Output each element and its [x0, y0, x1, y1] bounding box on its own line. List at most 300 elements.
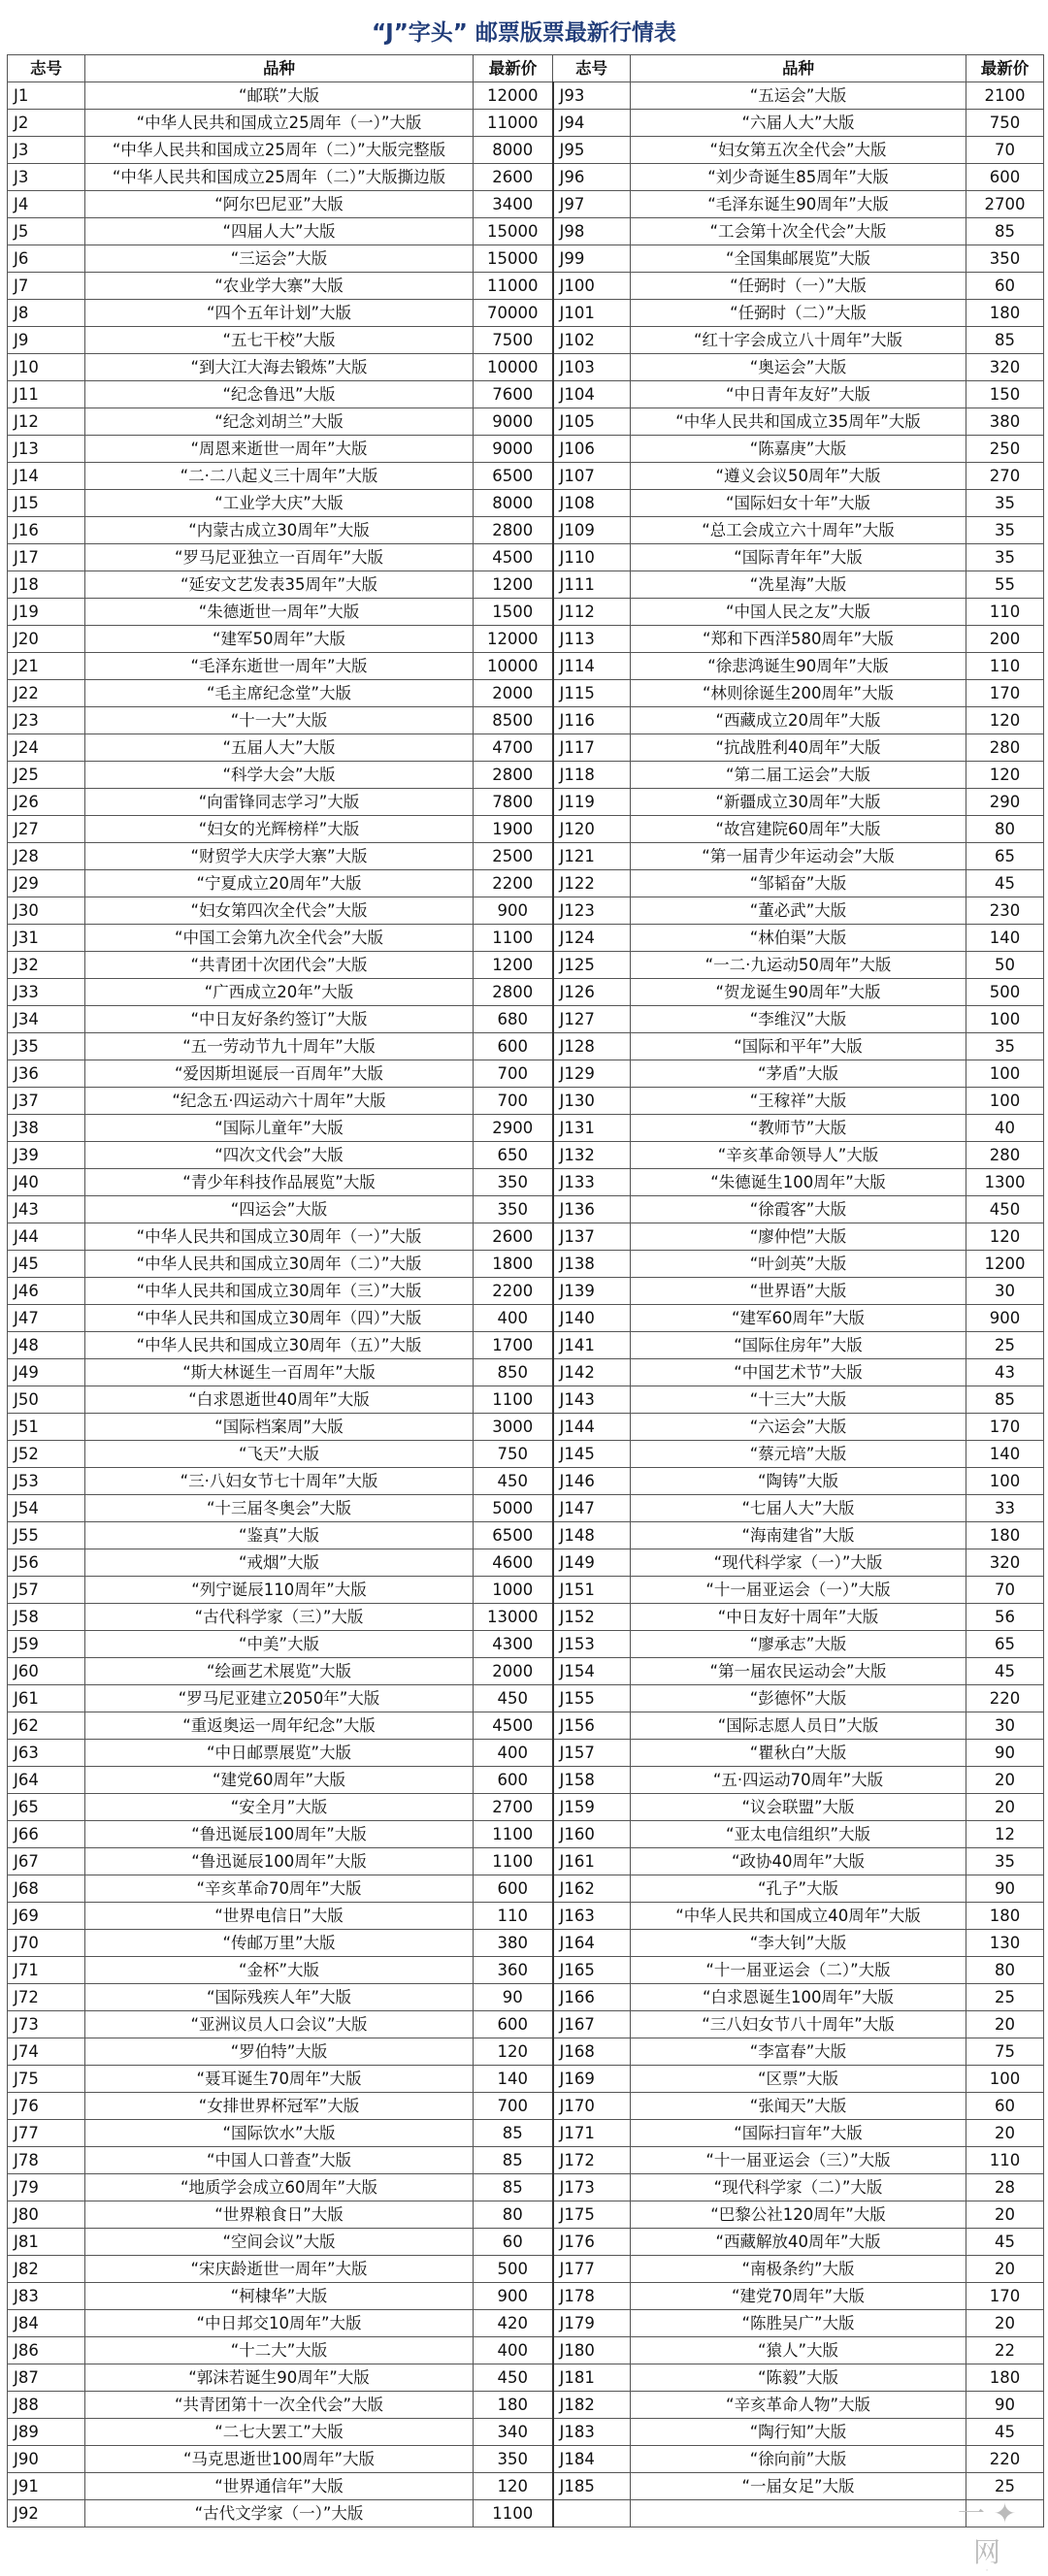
price-cell-left: 2800	[474, 517, 553, 544]
price-cell-right: 290	[966, 789, 1044, 816]
code-cell-left: J28	[8, 843, 85, 870]
name-cell-left: “五一劳动节九十周年”大版	[85, 1033, 474, 1060]
name-cell-right: “郑和下西洋580周年”大版	[631, 626, 966, 653]
code-cell-right: J114	[553, 653, 631, 680]
code-cell-left: J50	[8, 1386, 85, 1414]
price-cell-left: 450	[474, 1468, 553, 1495]
price-cell-right: 250	[966, 436, 1044, 463]
price-cell-right: 25	[966, 2473, 1044, 2500]
name-cell-left: “柯棣华”大版	[85, 2283, 474, 2310]
code-cell-right: J112	[553, 599, 631, 626]
table-row	[8, 1196, 1044, 1223]
name-cell-right: “第二届工运会”大版	[631, 762, 966, 789]
table-row	[8, 1685, 1044, 1712]
price-cell-left: 420	[474, 2310, 553, 2337]
code-cell-left: J45	[8, 1251, 85, 1278]
code-cell-left: J56	[8, 1549, 85, 1577]
code-cell-left: J52	[8, 1441, 85, 1468]
name-cell-right: “新疆成立30周年”大版	[631, 789, 966, 816]
code-cell-right: J183	[553, 2419, 631, 2446]
code-cell-right: J179	[553, 2310, 631, 2337]
price-cell-left: 400	[474, 1740, 553, 1767]
name-cell-right: “林伯渠”大版	[631, 925, 966, 952]
name-cell-right: “西藏成立20周年”大版	[631, 707, 966, 734]
table-row	[8, 463, 1044, 490]
code-cell-right: J108	[553, 490, 631, 517]
table-row	[8, 1984, 1044, 2011]
price-table-container	[7, 54, 1043, 2527]
name-cell-left: “空间会议”大版	[85, 2229, 474, 2256]
code-cell-left: J90	[8, 2446, 85, 2473]
name-cell-left: “毛泽东逝世一周年”大版	[85, 653, 474, 680]
name-cell-left: “中国工会第九次全代会”大版	[85, 925, 474, 952]
code-cell-left: J64	[8, 1767, 85, 1794]
code-cell-right: J163	[553, 1903, 631, 1930]
name-cell-right: “教师节”大版	[631, 1115, 966, 1142]
code-cell-right: J161	[553, 1848, 631, 1875]
price-cell-right: 2100	[966, 82, 1044, 110]
name-cell-right: “总工会成立六十周年”大版	[631, 517, 966, 544]
price-cell-right: 100	[966, 1060, 1044, 1088]
table-row	[8, 2011, 1044, 2038]
price-cell-right: 45	[966, 2229, 1044, 2256]
price-cell-left: 10000	[474, 354, 553, 381]
price-cell-left: 1900	[474, 816, 553, 843]
price-cell-left: 140	[474, 2066, 553, 2093]
code-cell-left: J65	[8, 1794, 85, 1821]
table-row	[8, 1115, 1044, 1142]
code-cell-left: J47	[8, 1305, 85, 1332]
price-cell-right: 220	[966, 2446, 1044, 2473]
price-cell-right: 80	[966, 1957, 1044, 1984]
code-cell-right: J103	[553, 354, 631, 381]
price-cell-right: 450	[966, 1196, 1044, 1223]
price-cell-left: 4500	[474, 544, 553, 571]
code-cell-right: J105	[553, 408, 631, 436]
name-cell-right	[631, 2500, 966, 2527]
name-cell-right: “孔子”大版	[631, 1875, 966, 1903]
code-cell-left: J15	[8, 490, 85, 517]
price-cell-left: 350	[474, 2446, 553, 2473]
table-row	[8, 2147, 1044, 2174]
code-cell-right: J156	[553, 1712, 631, 1740]
code-cell-right: J131	[553, 1115, 631, 1142]
code-cell-right: J126	[553, 979, 631, 1006]
price-cell-left: 1100	[474, 1386, 553, 1414]
price-cell-left: 340	[474, 2419, 553, 2446]
code-cell-left: J44	[8, 1223, 85, 1251]
table-row	[8, 1468, 1044, 1495]
price-cell-right: 50	[966, 952, 1044, 979]
code-cell-left: J80	[8, 2201, 85, 2229]
name-cell-right: “陶行知”大版	[631, 2419, 966, 2446]
price-cell-right: 56	[966, 1604, 1044, 1631]
price-cell-right: 80	[966, 816, 1044, 843]
table-row	[8, 680, 1044, 707]
name-cell-left: “广西成立20年”大版	[85, 979, 474, 1006]
table-row	[8, 408, 1044, 436]
code-cell-right: J159	[553, 1794, 631, 1821]
code-cell-left: J8	[8, 300, 85, 327]
name-cell-left: “女排世界杯冠军”大版	[85, 2093, 474, 2120]
code-cell-right: J149	[553, 1549, 631, 1577]
table-body	[8, 82, 1044, 2527]
table-row	[8, 979, 1044, 1006]
code-cell-left: J9	[8, 327, 85, 354]
name-cell-left: “朱德逝世一周年”大版	[85, 599, 474, 626]
name-cell-right: “陈胜吴广”大版	[631, 2310, 966, 2337]
table-row	[8, 1658, 1044, 1685]
name-cell-left: “安全月”大版	[85, 1794, 474, 1821]
name-cell-left: “国际儿童年”大版	[85, 1115, 474, 1142]
table-row	[8, 2473, 1044, 2500]
price-cell-right: 90	[966, 2392, 1044, 2419]
code-cell-right: J102	[553, 327, 631, 354]
price-cell-left: 15000	[474, 245, 553, 273]
price-cell-right: 35	[966, 517, 1044, 544]
price-cell-right: 45	[966, 1658, 1044, 1685]
price-cell-right: 60	[966, 273, 1044, 300]
table-row	[8, 191, 1044, 218]
price-cell-right: 33	[966, 1495, 1044, 1522]
name-cell-left: “四届人大”大版	[85, 218, 474, 245]
name-cell-left: “辛亥革命70周年”大版	[85, 1875, 474, 1903]
table-row	[8, 327, 1044, 354]
header-price-right: 最新价	[966, 55, 1044, 82]
name-cell-right: “蔡元培”大版	[631, 1441, 966, 1468]
price-cell-right: 180	[966, 2364, 1044, 2392]
header-name-left: 品种	[85, 55, 474, 82]
name-cell-right: “徐悲鸿诞生90周年”大版	[631, 653, 966, 680]
code-cell-right: J138	[553, 1251, 631, 1278]
table-row	[8, 816, 1044, 843]
price-cell-left: 10000	[474, 653, 553, 680]
price-cell-left: 3000	[474, 1414, 553, 1441]
header-name-right: 品种	[631, 55, 966, 82]
price-cell-right: 60	[966, 2093, 1044, 2120]
name-cell-left: “鲁迅诞辰100周年”大版	[85, 1848, 474, 1875]
table-row	[8, 1903, 1044, 1930]
price-cell-right: 55	[966, 571, 1044, 599]
code-cell-left: J24	[8, 734, 85, 762]
price-cell-right: 35	[966, 544, 1044, 571]
code-cell-left: J12	[8, 408, 85, 436]
price-cell-right: 120	[966, 762, 1044, 789]
code-cell-left: J55	[8, 1522, 85, 1549]
code-cell-left: J19	[8, 599, 85, 626]
name-cell-right: “陈嘉庚”大版	[631, 436, 966, 463]
table-row	[8, 2364, 1044, 2392]
table-row	[8, 653, 1044, 680]
code-cell-left: J82	[8, 2256, 85, 2283]
table-row	[8, 626, 1044, 653]
price-cell-left: 350	[474, 1169, 553, 1196]
price-cell-left: 11000	[474, 110, 553, 137]
table-row	[8, 1278, 1044, 1305]
price-cell-left: 1800	[474, 1251, 553, 1278]
price-cell-left: 120	[474, 2473, 553, 2500]
price-cell-right: 1300	[966, 1169, 1044, 1196]
code-cell-left: J87	[8, 2364, 85, 2392]
name-cell-left: “地质学会成立60周年”大版	[85, 2174, 474, 2201]
name-cell-right: “议会联盟”大版	[631, 1794, 966, 1821]
price-cell-left: 180	[474, 2392, 553, 2419]
price-cell-left: 4300	[474, 1631, 553, 1658]
price-cell-left: 1100	[474, 1848, 553, 1875]
name-cell-left: “列宁诞辰110周年”大版	[85, 1577, 474, 1604]
name-cell-left: “中华人民共和国成立25周年（二）”大版完整版	[85, 137, 474, 164]
price-cell-right: 180	[966, 1522, 1044, 1549]
price-cell-right: 20	[966, 2011, 1044, 2038]
price-cell-right: 12	[966, 1821, 1044, 1848]
code-cell-right: J164	[553, 1930, 631, 1957]
code-cell-left: J27	[8, 816, 85, 843]
code-cell-right: J124	[553, 925, 631, 952]
price-cell-left: 7600	[474, 381, 553, 408]
name-cell-left: “宋庆龄逝世一周年”大版	[85, 2256, 474, 2283]
name-cell-left: “爱因斯坦诞辰一百周年”大版	[85, 1060, 474, 1088]
code-cell-left: J1	[8, 82, 85, 110]
code-cell-right: J142	[553, 1359, 631, 1386]
table-row	[8, 1522, 1044, 1549]
name-cell-right: “刘少奇诞生85周年”大版	[631, 164, 966, 191]
price-cell-right: 25	[966, 1984, 1044, 2011]
name-cell-left: “国际档案周”大版	[85, 1414, 474, 1441]
code-cell-right	[553, 2500, 631, 2527]
price-cell-left: 650	[474, 1142, 553, 1169]
code-cell-right: J171	[553, 2120, 631, 2147]
price-cell-left: 70000	[474, 300, 553, 327]
name-cell-right: “十一届亚运会（三）”大版	[631, 2147, 966, 2174]
table-row	[8, 1631, 1044, 1658]
code-cell-right: J185	[553, 2473, 631, 2500]
name-cell-right: “现代科学家（二）”大版	[631, 2174, 966, 2201]
code-cell-right: J175	[553, 2201, 631, 2229]
code-cell-left: J91	[8, 2473, 85, 2500]
price-cell-left: 2200	[474, 870, 553, 897]
name-cell-left: “重返奥运一周年纪念”大版	[85, 1712, 474, 1740]
code-cell-right: J151	[553, 1577, 631, 1604]
code-cell-left: J49	[8, 1359, 85, 1386]
code-cell-left: J26	[8, 789, 85, 816]
code-cell-right: J157	[553, 1740, 631, 1767]
code-cell-right: J141	[553, 1332, 631, 1359]
code-cell-left: J18	[8, 571, 85, 599]
code-cell-right: J101	[553, 300, 631, 327]
code-cell-right: J127	[553, 1006, 631, 1033]
code-cell-left: J35	[8, 1033, 85, 1060]
code-cell-left: J38	[8, 1115, 85, 1142]
code-cell-right: J154	[553, 1658, 631, 1685]
name-cell-right: “三八妇女节八十周年”大版	[631, 2011, 966, 2038]
price-cell-left: 6500	[474, 1522, 553, 1549]
name-cell-left: “世界通信年”大版	[85, 2473, 474, 2500]
price-cell-left: 700	[474, 1060, 553, 1088]
name-cell-right: “现代科学家（一）”大版	[631, 1549, 966, 1577]
name-cell-left: “科学大会”大版	[85, 762, 474, 789]
name-cell-left: “宁夏成立20周年”大版	[85, 870, 474, 897]
table-row	[8, 2093, 1044, 2120]
code-cell-left: J37	[8, 1088, 85, 1115]
name-cell-left: “罗马尼亚建立2050年”大版	[85, 1685, 474, 1712]
name-cell-left: “内蒙古成立30周年”大版	[85, 517, 474, 544]
name-cell-left: “财贸学大庆学大寨”大版	[85, 843, 474, 870]
name-cell-right: “六运会”大版	[631, 1414, 966, 1441]
price-cell-right: 65	[966, 843, 1044, 870]
name-cell-right: “七届人大”大版	[631, 1495, 966, 1522]
name-cell-left: “五七干校”大版	[85, 327, 474, 354]
code-cell-right: J147	[553, 1495, 631, 1522]
code-cell-left: J10	[8, 354, 85, 381]
name-cell-right: “廖仲恺”大版	[631, 1223, 966, 1251]
code-cell-right: J98	[553, 218, 631, 245]
name-cell-right: “遵义会议50周年”大版	[631, 463, 966, 490]
price-cell-left: 2000	[474, 680, 553, 707]
price-cell-left: 7800	[474, 789, 553, 816]
name-cell-left: “中华人民共和国成立30周年（四）”大版	[85, 1305, 474, 1332]
code-cell-left: J88	[8, 2392, 85, 2419]
price-cell-right: 170	[966, 2283, 1044, 2310]
name-cell-right: “辛亥革命领导人”大版	[631, 1142, 966, 1169]
code-cell-left: J23	[8, 707, 85, 734]
price-cell-left: 2700	[474, 1794, 553, 1821]
name-cell-left: “二七大罢工”大版	[85, 2419, 474, 2446]
name-cell-left: “建军50周年”大版	[85, 626, 474, 653]
name-cell-left: “纪念五·四运动六十周年”大版	[85, 1088, 474, 1115]
code-cell-left: J84	[8, 2310, 85, 2337]
name-cell-left: “纪念刘胡兰”大版	[85, 408, 474, 436]
price-cell-right: 350	[966, 245, 1044, 273]
price-cell-left: 8500	[474, 707, 553, 734]
code-cell-right: J170	[553, 2093, 631, 2120]
price-cell-right: 110	[966, 599, 1044, 626]
name-cell-left: “青少年科技作品展览”大版	[85, 1169, 474, 1196]
name-cell-right: “中日青年友好”大版	[631, 381, 966, 408]
price-cell-left: 1100	[474, 925, 553, 952]
price-cell-right: 500	[966, 979, 1044, 1006]
name-cell-left: “白求恩逝世40周年”大版	[85, 1386, 474, 1414]
price-cell-right: 25	[966, 1332, 1044, 1359]
code-cell-left: J53	[8, 1468, 85, 1495]
name-cell-left: “中华人民共和国成立30周年（一）”大版	[85, 1223, 474, 1251]
price-cell-left: 8000	[474, 490, 553, 517]
price-cell-left: 2900	[474, 1115, 553, 1142]
price-cell-left: 600	[474, 2011, 553, 2038]
code-cell-left: J75	[8, 2066, 85, 2093]
table-row	[8, 544, 1044, 571]
table-row	[8, 2256, 1044, 2283]
name-cell-left: “共青团第十一次全代会”大版	[85, 2392, 474, 2419]
code-cell-left: J25	[8, 762, 85, 789]
price-cell-right: 140	[966, 1441, 1044, 1468]
price-cell-right: 30	[966, 1712, 1044, 1740]
name-cell-right: “工会第十次全代会”大版	[631, 218, 966, 245]
code-cell-left: J6	[8, 245, 85, 273]
name-cell-left: “三运会”大版	[85, 245, 474, 273]
name-cell-right: “叶剑英”大版	[631, 1251, 966, 1278]
table-row	[8, 218, 1044, 245]
code-cell-right: J99	[553, 245, 631, 273]
name-cell-right: “茅盾”大版	[631, 1060, 966, 1088]
price-cell-right: 75	[966, 2038, 1044, 2066]
price-cell-left: 1200	[474, 571, 553, 599]
table-row	[8, 1359, 1044, 1386]
table-row	[8, 1848, 1044, 1875]
name-cell-right: “巴黎公社120周年”大版	[631, 2201, 966, 2229]
name-cell-right: “五·四运动70周年”大版	[631, 1767, 966, 1794]
name-cell-left: “古代科学家（三）”大版	[85, 1604, 474, 1631]
name-cell-left: “世界电信日”大版	[85, 1903, 474, 1930]
code-cell-right: J121	[553, 843, 631, 870]
code-cell-right: J118	[553, 762, 631, 789]
name-cell-right: “第一届农民运动会”大版	[631, 1658, 966, 1685]
price-cell-right: 20	[966, 1794, 1044, 1821]
code-cell-right: J169	[553, 2066, 631, 2093]
name-cell-left: “鲁迅诞辰100周年”大版	[85, 1821, 474, 1848]
price-cell-left: 120	[474, 2038, 553, 2066]
code-cell-left: J73	[8, 2011, 85, 2038]
name-cell-right: “徐霞客”大版	[631, 1196, 966, 1223]
table-header-row	[8, 55, 1044, 82]
page-title: “J”字头” 邮票版票最新行情表	[372, 20, 676, 46]
name-cell-right: “朱德诞生100周年”大版	[631, 1169, 966, 1196]
code-cell-left: J61	[8, 1685, 85, 1712]
name-cell-right: “陶铸”大版	[631, 1468, 966, 1495]
code-cell-right: J167	[553, 2011, 631, 2038]
name-cell-left: “中日邦交10周年”大版	[85, 2310, 474, 2337]
price-cell-right: 20	[966, 2310, 1044, 2337]
price-cell-right: 140	[966, 925, 1044, 952]
name-cell-left: “绘画艺术展览”大版	[85, 1658, 474, 1685]
name-cell-right: “西藏解放40周年”大版	[631, 2229, 966, 2256]
name-cell-right: “故宫建院60周年”大版	[631, 816, 966, 843]
price-cell-right: 70	[966, 1577, 1044, 1604]
price-cell-left: 1100	[474, 1821, 553, 1848]
price-cell-left: 2000	[474, 1658, 553, 1685]
price-cell-left: 4500	[474, 1712, 553, 1740]
code-cell-left: J54	[8, 1495, 85, 1522]
code-cell-left: J72	[8, 1984, 85, 2011]
code-cell-right: J95	[553, 137, 631, 164]
table-row	[8, 300, 1044, 327]
code-cell-left: J34	[8, 1006, 85, 1033]
code-cell-left: J30	[8, 897, 85, 925]
table-row	[8, 2229, 1044, 2256]
price-cell-left: 380	[474, 1930, 553, 1957]
code-cell-left: J31	[8, 925, 85, 952]
price-cell-right: 30	[966, 1278, 1044, 1305]
price-cell-right: 2700	[966, 191, 1044, 218]
code-cell-left: J71	[8, 1957, 85, 1984]
code-cell-right: J110	[553, 544, 631, 571]
code-cell-right: J176	[553, 2229, 631, 2256]
name-cell-left: “鉴真”大版	[85, 1522, 474, 1549]
price-cell-right: 20	[966, 2120, 1044, 2147]
price-cell-left: 700	[474, 1088, 553, 1115]
name-cell-right: “廖承志”大版	[631, 1631, 966, 1658]
code-cell-left: J58	[8, 1604, 85, 1631]
name-cell-left: “邮联”大版	[85, 82, 474, 110]
name-cell-right: “奥运会”大版	[631, 354, 966, 381]
price-cell-left: 13000	[474, 1604, 553, 1631]
name-cell-right: “中华人民共和国成立35周年”大版	[631, 408, 966, 436]
name-cell-right: “第一届青少年运动会”大版	[631, 843, 966, 870]
code-cell-right: J117	[553, 734, 631, 762]
name-cell-right: “十一届亚运会（一）”大版	[631, 1577, 966, 1604]
price-cell-right: 20	[966, 2256, 1044, 2283]
price-cell-left: 2500	[474, 843, 553, 870]
name-cell-left: “四运会”大版	[85, 1196, 474, 1223]
